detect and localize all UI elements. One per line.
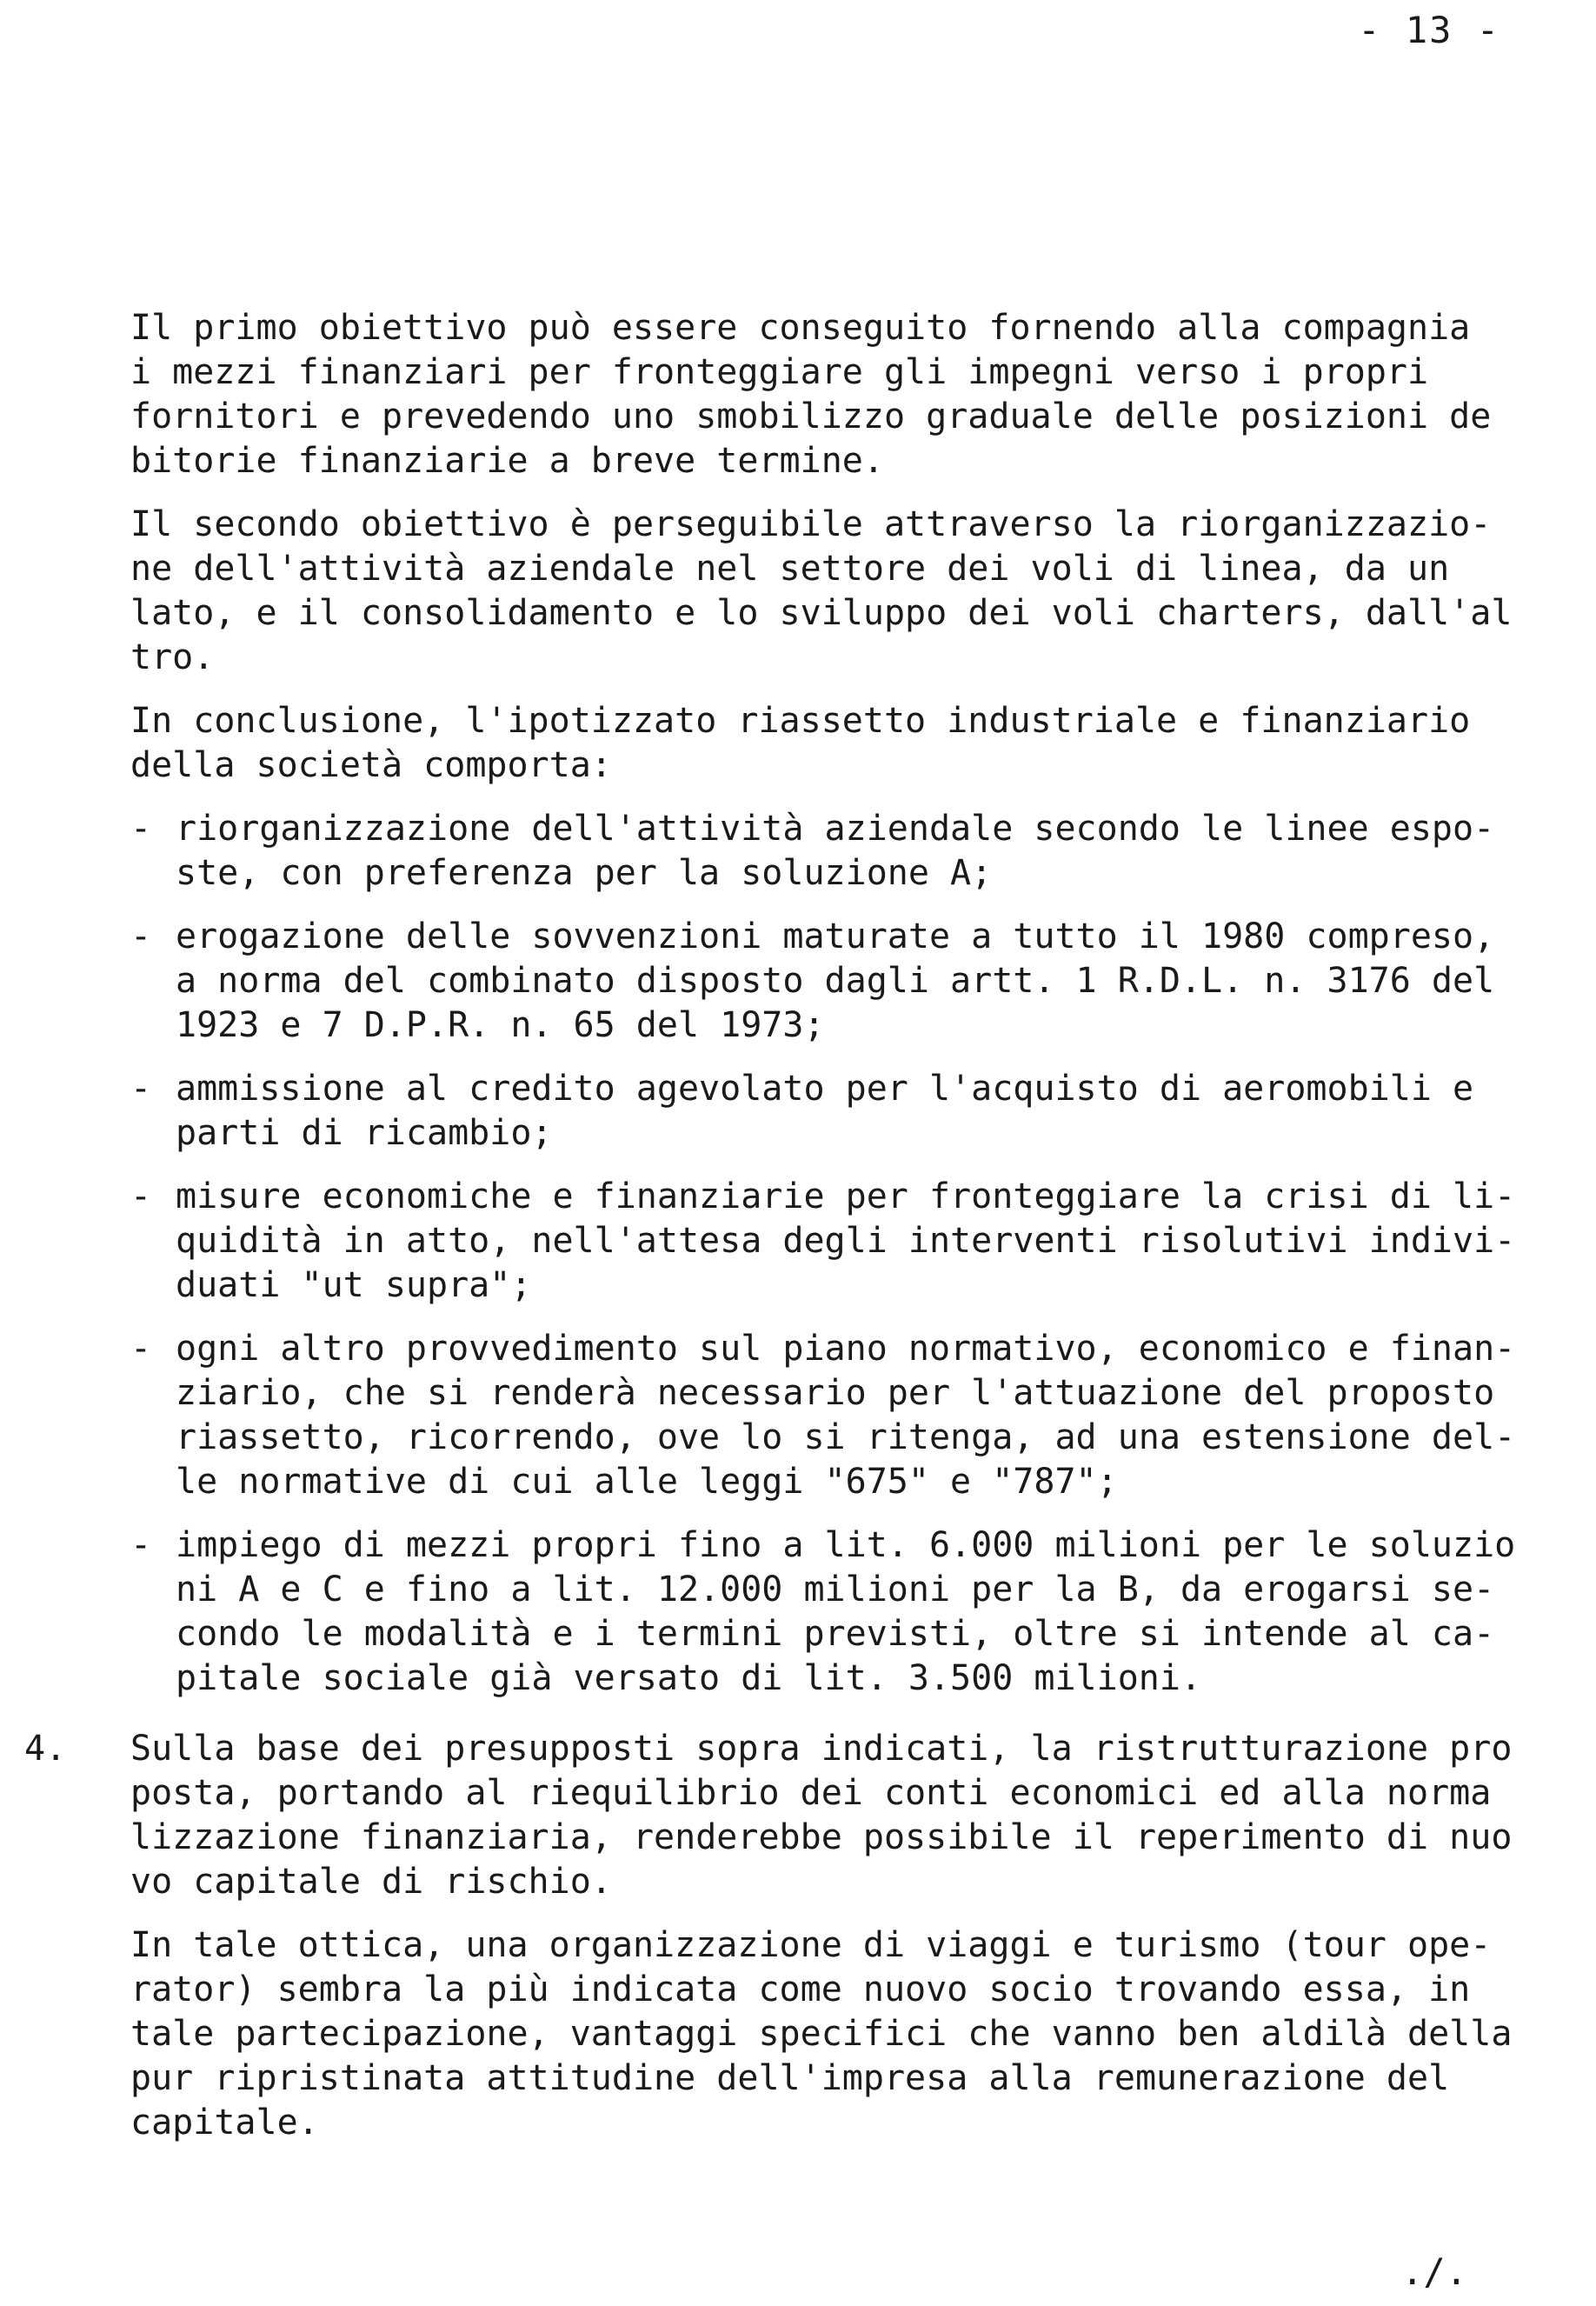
list-item xyxy=(130,1175,1573,1308)
paragraph-restructuring: Sulla base dei presupposti sopra indicati, la ristrutturazione pro posta, portando al riequilibrio dei conti economici ed alla norma lizzazione finanziaria, renderebbe possibile il reperimento di nuo vo capitale di rischio. xyxy=(130,1729,1513,1902)
section-4 xyxy=(24,1727,1573,2164)
list-item xyxy=(130,807,1573,896)
paragraph-second-objective: Il secondo obiettivo è perseguibile attraverso la riorganizzazio- ne dell'attività aziendale nel settore dei voli di linea, da un lato, e il consolidamento e lo sviluppo dei voli charters, dall'al tro. xyxy=(130,504,1513,677)
list-item xyxy=(130,1067,1573,1156)
list-dash: - xyxy=(130,809,152,849)
list-dash: - xyxy=(130,1525,152,1565)
list-item-text: ammissione al credito agevolato per l'acquisto di aeromobili e parti di ricambio; xyxy=(176,1069,1474,1153)
document-body xyxy=(24,306,1573,2164)
page-number: - 13 - xyxy=(1358,9,1500,51)
list-item xyxy=(130,1523,1573,1701)
list-item-text: riorganizzazione dell'attività aziendale secondo le linee espo- ste, con preferenza per la soluzione A; xyxy=(176,809,1495,893)
continuation-mark: ./. xyxy=(1401,2250,1467,2293)
list-dash: - xyxy=(130,1069,152,1109)
list-item-text: erogazione delle sovvenzioni maturate a tutto il 1980 compreso, a norma del combinato disposto dagli artt. 1 R.D.L. n. 3176 del 1923 e 7 D.P.R. n. 65 del 1973; xyxy=(176,916,1495,1045)
list-item-text: impiego di mezzi propri fino a lit. 6.000 milioni per le soluzio ni A e C e fino a lit. 12.000 milioni per la B, da erogarsi se- condo le modalità e i termini previsti, oltre si intende al ca- pitale sociale già versato di lit. 3.500 milioni. xyxy=(176,1525,1516,1698)
paragraph-tour-operator: In tale ottica, una organizzazione di viaggi e turismo (tour ope- rator) sembra la più indicata come nuovo socio trovando essa, in tale partecipazione, vantaggi specifici che vanno ben aldilà della pur ripristinata attitudine dell'impresa alla remunerazione del capitale. xyxy=(130,1925,1513,2143)
list-item xyxy=(130,915,1573,1048)
list-dash: - xyxy=(130,916,152,956)
list-item-text: ogni altro provvedimento sul piano normativo, economico e finan- ziario, che si renderà necessario per l'attuazione del proposto riassetto, ricorrendo, ove lo si ritenga, ad una estensione del- le normative di cui alle leggi "675" e "787"; xyxy=(176,1329,1516,1502)
list-dash: - xyxy=(130,1329,152,1369)
list-dash: - xyxy=(130,1176,152,1216)
section-body xyxy=(130,1727,1573,2164)
list-item-text: misure economiche e finanziarie per fronteggiare la crisi di li- quidità in atto, nell'attesa degli interventi risolutivi indivi- duati "ut supra"; xyxy=(176,1176,1516,1305)
paragraph-conclusion: In conclusione, l'ipotizzato riassetto industriale e finanziario della società comporta: xyxy=(130,701,1471,785)
measures-list xyxy=(130,807,1573,1701)
section-number: 4. xyxy=(24,1729,67,1769)
list-item xyxy=(130,1327,1573,1504)
paragraph-first-objective: Il primo obiettivo può essere conseguito fornendo alla compagnia i mezzi finanziari per fronteggiare gli impegni verso i propri fornitori e prevedendo uno smobilizzo graduale delle posizioni de bitorie finanziarie a breve termine. xyxy=(130,308,1492,481)
